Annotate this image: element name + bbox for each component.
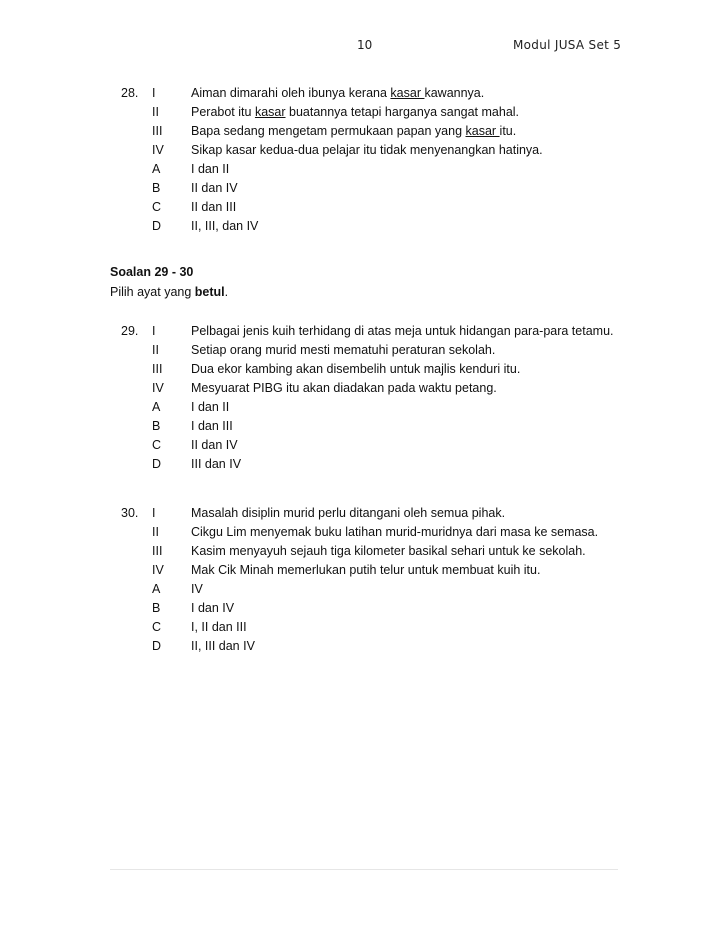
- question-number: 30.: [121, 506, 139, 520]
- question-number: 28.: [121, 86, 139, 100]
- footer-divider: [110, 869, 618, 870]
- instruction-emphasis: betul: [194, 285, 225, 299]
- option-text: II, III, dan IV: [191, 219, 259, 233]
- page-number: 10: [357, 38, 373, 52]
- statement-mark: IV: [152, 563, 164, 577]
- statement-mark: IV: [152, 143, 164, 157]
- statement-mark: II: [152, 525, 159, 539]
- option-letter: B: [152, 419, 161, 433]
- statement-text: Sikap kasar kedua-dua pelajar itu tidak menyenangkan hatinya.: [191, 143, 543, 157]
- statement-mark: III: [152, 362, 163, 376]
- option-text: I, II dan III: [191, 620, 247, 634]
- option-text: III dan IV: [191, 457, 242, 471]
- option-text: I dan II: [191, 400, 230, 414]
- underlined-word: kasar: [254, 105, 286, 119]
- option-text: II dan IV: [191, 181, 238, 195]
- option-text: I dan III: [191, 419, 233, 433]
- statement-text: Perabot itu kasar buatannya tetapi harganya sangat mahal.: [191, 105, 520, 119]
- page-header: [0, 38, 728, 56]
- statement-text: Setiap orang murid mesti mematuhi peraturan sekolah.: [191, 343, 496, 357]
- statement-text: Mak Cik Minah memerlukan putih telur untuk membuat kuih itu.: [191, 563, 541, 577]
- option-letter: D: [152, 639, 162, 653]
- option-text: II, III dan IV: [191, 639, 255, 653]
- statement-mark: II: [152, 105, 159, 119]
- option-letter: C: [152, 200, 162, 214]
- statement-mark: I: [152, 324, 156, 338]
- statement-text: Dua ekor kambing akan disembelih untuk majlis kenduri itu.: [191, 362, 521, 376]
- option-text: I dan IV: [191, 601, 235, 615]
- statement-mark: III: [152, 544, 163, 558]
- option-letter: D: [152, 457, 162, 471]
- statement-text: Masalah disiplin murid perlu ditangani oleh semua pihak.: [191, 506, 506, 520]
- statement-mark: IV: [152, 381, 164, 395]
- statement-mark: II: [152, 343, 159, 357]
- statement-text: Mesyuarat PIBG itu akan diadakan pada waktu petang.: [191, 381, 497, 395]
- option-letter: A: [152, 162, 161, 176]
- option-text: II dan III: [191, 200, 237, 214]
- statement-mark: III: [152, 124, 163, 138]
- statement-mark: I: [152, 86, 156, 100]
- option-letter: D: [152, 219, 162, 233]
- option-letter: A: [152, 582, 161, 596]
- option-letter: B: [152, 181, 161, 195]
- option-text: I dan II: [191, 162, 230, 176]
- underlined-word: kasar: [465, 124, 500, 138]
- option-text: IV: [191, 582, 203, 596]
- underlined-word: kasar: [390, 86, 425, 100]
- section-instruction: Pilih ayat yang betul.: [110, 285, 229, 299]
- statement-text: Aiman dimarahi oleh ibunya kerana kasar kawannya.: [191, 86, 485, 100]
- statement-text: Cikgu Lim menyemak buku latihan murid-muridnya dari masa ke semasa.: [191, 525, 599, 539]
- option-letter: C: [152, 438, 162, 452]
- statement-text: Bapa sedang mengetam permukaan papan yang kasar itu.: [191, 124, 517, 138]
- option-letter: B: [152, 601, 161, 615]
- statement-mark: I: [152, 506, 156, 520]
- statement-text: Kasim menyayuh sejauh tiga kilometer basikal sehari untuk ke sekolah.: [191, 544, 586, 558]
- option-letter: C: [152, 620, 162, 634]
- module-title: Modul JUSA Set 5: [513, 38, 622, 52]
- section-title: Soalan 29 - 30: [110, 265, 194, 279]
- option-text: II dan IV: [191, 438, 238, 452]
- option-letter: A: [152, 400, 161, 414]
- question-number: 29.: [121, 324, 139, 338]
- statement-text: Pelbagai jenis kuih terhidang di atas meja untuk hidangan para-para tetamu.: [191, 324, 614, 338]
